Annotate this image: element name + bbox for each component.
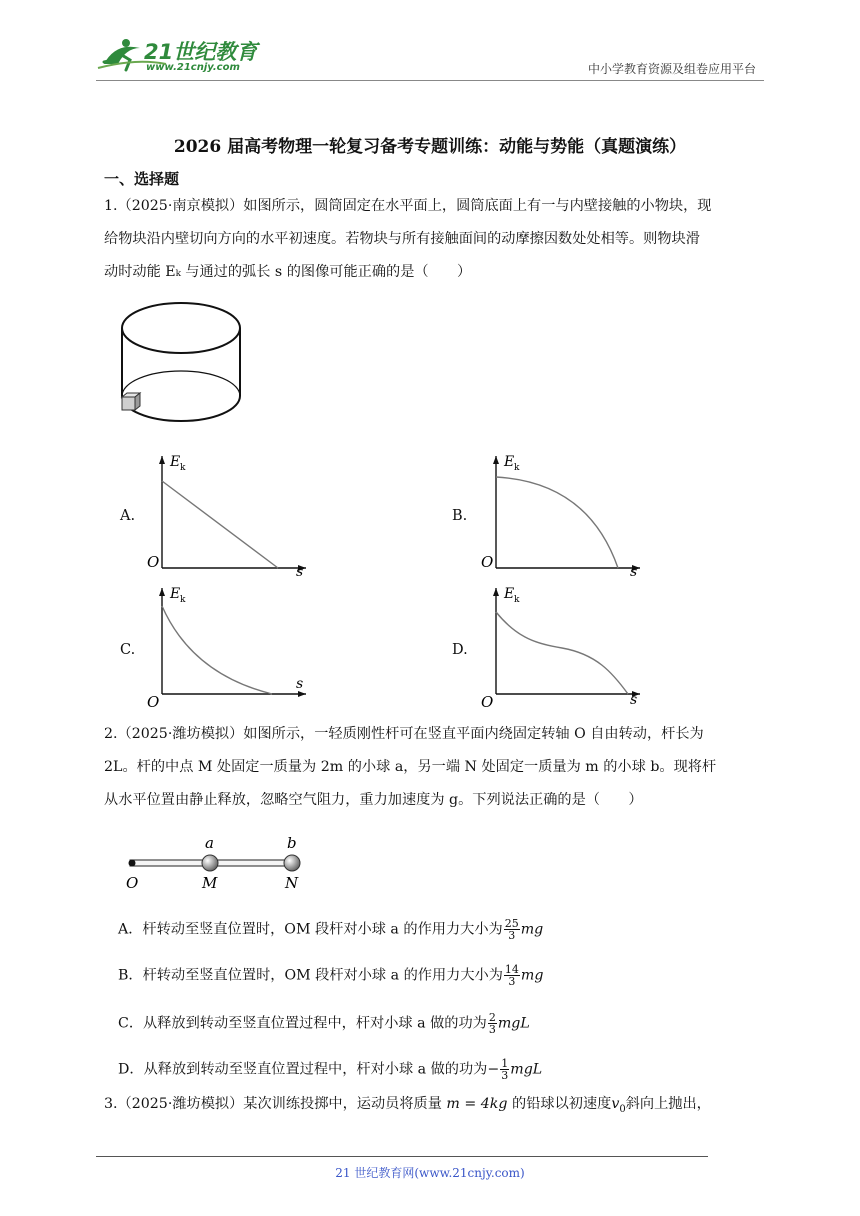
q1-line-1: 1.（2025·南京模拟）如图所示，圆筒固定在水平面上，圆筒底面上有一与内壁接触的小物块，现 [104,198,712,214]
footer-divider [96,1156,708,1157]
graph-d-y-label: E [504,586,515,602]
q3-velocity-symbol: v [611,1096,620,1112]
graph-b [478,450,648,580]
label-a: a [205,834,214,852]
q2-choice-d-text: D．从释放到转动至竖直位置过程中，杆对小球 a 做的功为 [118,1061,488,1078]
q2-line-3: 从水平位置由静止释放，忽略空气阻力，重力加速度为 g。下列说法正确的是（ ） [104,792,643,808]
q3-text-1: 3.（2025·潍坊模拟）某次训练投掷中，运动员将质量 [104,1096,442,1112]
question-2 [104,718,762,817]
question-3 [104,1088,762,1126]
q1-line-2: 给物块沿内壁切向方向的水平初速度。若物块与所有接触面间的动摩擦因数处处相等。则物块滑 [104,231,700,247]
q2-choice-d-sign: − [487,1061,500,1078]
question-1 [104,190,762,289]
q3-text-3: 斜向上抛出， [625,1096,711,1112]
label-b: b [287,834,297,852]
option-c-label: C. [120,642,136,658]
q2-line-2: 2L。杆的中点 M 处固定一质量为 2m 的小球 a，另一端 N 处固定一质量为 m 的小球 b。现将杆 [104,759,717,775]
q2-choice-d-frac: $\frac{1}{3}$ [501,1057,509,1082]
graph-b-y-label: E [504,454,515,470]
option-a-label: A. [120,508,136,524]
footer-link[interactable]: 21 世纪教育网(www.21cnjy.com) [335,1166,525,1180]
q3-mass-expr: m = 4kg [446,1096,508,1112]
q2-choice-d [118,1058,542,1081]
label-o: O [126,874,139,892]
graph-c-y-label: E [170,586,181,602]
q2-choice-d-tail: mgL [510,1061,543,1078]
q2-line-1: 2.（2025·潍坊模拟）如图所示，一轻质刚性杆可在竖直平面内绕固定转轴 O 自由转动，杆长为 [104,726,704,742]
graph-a-y-sub: k [180,463,186,473]
q2-choice-b-text: B．杆转动至竖直位置时，OM 段杆对小球 a 的作用力大小为 [118,967,503,984]
q2-choice-a-tail: mg [520,921,544,938]
ball-a-icon [202,855,218,871]
graph-b-origin: O [481,553,494,571]
graph-c [144,584,314,714]
q2-choice-a-frac: $\frac{25}{3}$ [504,917,519,942]
option-d-label: D. [452,642,468,658]
graph-a-y-label: E [170,454,181,470]
graph-c-x-label: s [296,676,304,692]
graph-a [144,450,314,580]
small-block-icon [122,393,140,410]
label-m: M [202,874,218,892]
logo-url: www.21cnjy.com [146,62,240,73]
pivot-o-icon [129,860,136,867]
rod-figure [118,826,318,896]
q2-choice-b [118,964,543,987]
q1-line-3: 动时动能 Eₖ 与通过的弧长 s 的图像可能正确的是（ ） [104,264,472,280]
logo-text: 21世纪教育 [144,40,258,64]
graph-a-origin: O [147,553,160,571]
graph-c-origin: O [147,693,160,711]
label-n: N [285,874,299,892]
q2-choice-b-tail: mg [520,967,544,984]
q2-choice-c-frac: $\frac{2}{3}$ [488,1011,496,1036]
graph-d-x-label: s [630,692,638,708]
q2-choice-a-text: A．杆转动至竖直位置时，OM 段杆对小球 a 的作用力大小为 [118,921,503,938]
q2-choice-a [118,918,543,941]
header-platform-text: 中小学教育资源及组卷应用平台 [587,62,756,76]
graph-d-y-sub: k [514,595,520,605]
site-logo [96,34,266,78]
graph-d [478,584,648,714]
cylinder-figure [112,296,252,438]
page-title: 2026 届高考物理一轮复习备考专题训练：动能与势能（真题演练） [173,137,687,157]
ball-b-icon [284,855,300,871]
graph-c-y-sub: k [180,595,186,605]
section-heading: 一、选择题 [104,170,180,188]
graph-d-origin: O [481,693,494,711]
graph-a-x-label: s [296,564,304,580]
option-b-label: B. [452,508,468,524]
graph-b-y-sub: k [514,463,520,473]
q2-choice-c [118,1012,530,1035]
q2-choice-c-tail: mgL [497,1015,530,1032]
q2-choice-c-text: C．从释放到转动至竖直位置过程中，杆对小球 a 做的功为 [118,1015,487,1032]
q2-choice-b-frac: $\frac{14}{3}$ [504,963,519,988]
q3-velocity-sub: 0 [619,1103,626,1115]
q3-text-2: 的铅球以初速度 [512,1096,612,1112]
graph-b-x-label: s [630,564,638,580]
header-divider [96,80,764,81]
